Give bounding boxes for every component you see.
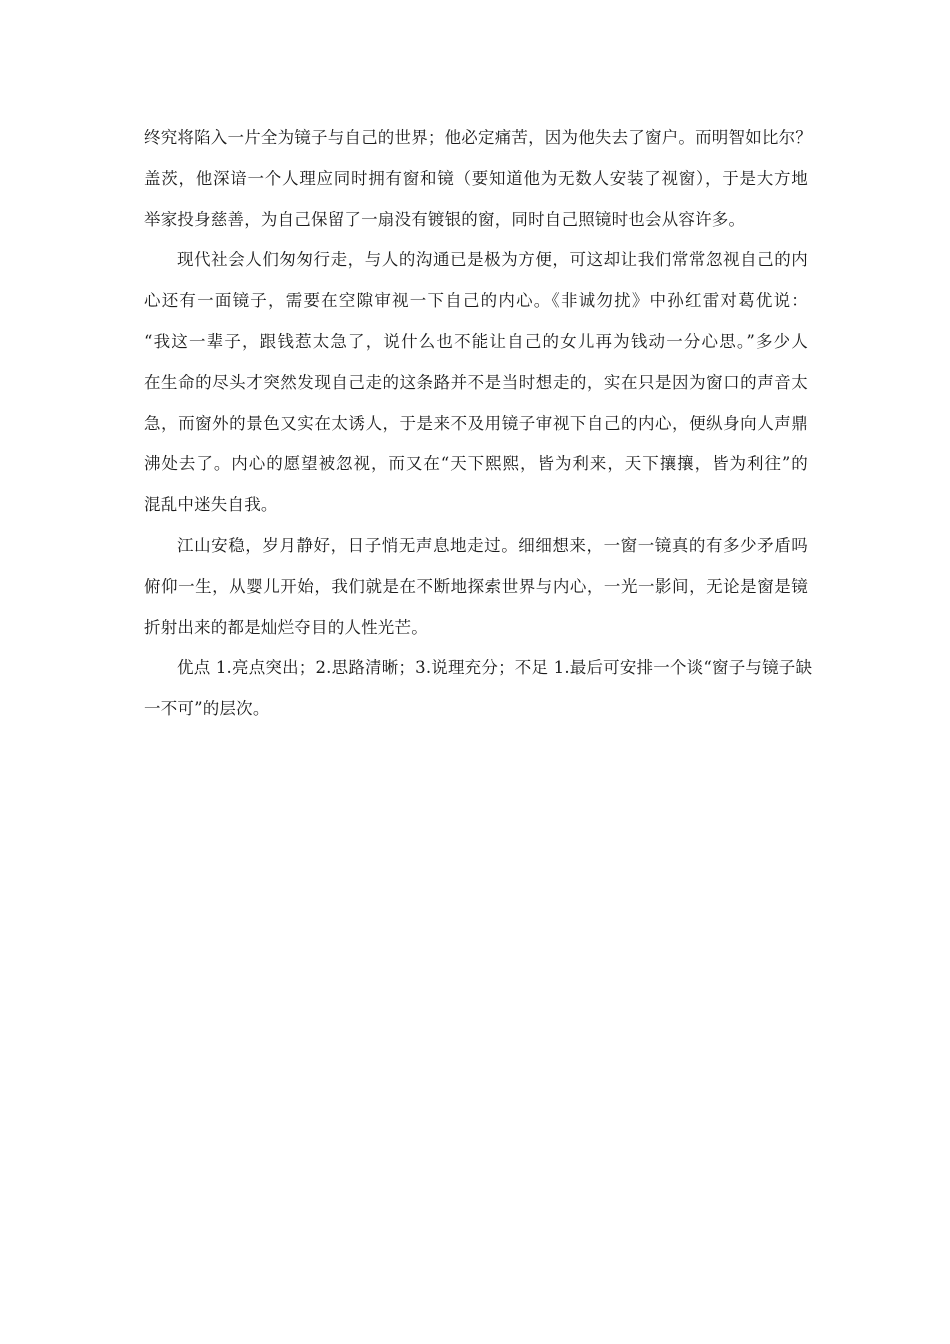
- text-line: 盖茨，他深谙一个人理应同时拥有窗和镜（要知道他为无数人安装了视窗），于是大方地: [144, 168, 808, 188]
- text-line: 现代社会人们匆匆行走，与人的沟通已是极为方便，可这却让我们常常忽视自己的内: [177, 250, 808, 270]
- text-line: 折射出来的都是灿烂夺目的人性光芒。: [144, 617, 428, 637]
- text-line: 举家投身慈善，为自己保留了一扇没有镀银的窗，同时自己照镜时也会从容许多。: [144, 209, 746, 229]
- comment-paragraph: [144, 648, 813, 730]
- document-body: [144, 118, 813, 730]
- text-line: 终究将陷入一片全为镜子与自己的世界；他必定痛苦，因为他失去了窗户。而明智如比尔？: [144, 128, 812, 147]
- text-line: 优点 1.亮点突出；2.思路清晰；3.说理充分；不足 1.最后可安排一个谈“窗子与镜子缺: [177, 658, 813, 678]
- text-line: 一不可”的层次。: [144, 699, 270, 719]
- text-line: 混乱中迷失自我。: [144, 495, 278, 515]
- text-line: 在生命的尽头才突然发现自己走的这条路并不是当时想走的，实在只是因为窗口的声音太: [144, 372, 808, 392]
- paragraph: [144, 240, 808, 526]
- text-line: 俯仰一生，从婴儿开始，我们就是在不断地探索世界与内心，一光一影间，无论是窗是镜: [144, 576, 808, 596]
- paragraph: [144, 118, 812, 240]
- text-line: “我这一辈子，跟钱惹太急了，说什么也不能让自己的女儿再为钱动一分心思。”多少人: [144, 331, 808, 351]
- paragraph: [144, 526, 808, 648]
- text-line: 心还有一面镜子，需要在空隙审视一下自己的内心。《非诚勿扰》中孙红雷对葛优说：: [144, 291, 808, 311]
- text-line: 江山安稳，岁月静好，日子悄无声息地走过。细细想来，一窗一镜真的有多少矛盾吗: [177, 535, 808, 555]
- text-line: 急，而窗外的景色又实在太诱人，于是来不及用镜子审视下自己的内心，便纵身向人声鼎: [144, 413, 808, 433]
- text-line: 沸处去了。内心的愿望被忽视，而又在“天下熙熙，皆为利来，天下攘攘，皆为利往”的: [144, 454, 808, 474]
